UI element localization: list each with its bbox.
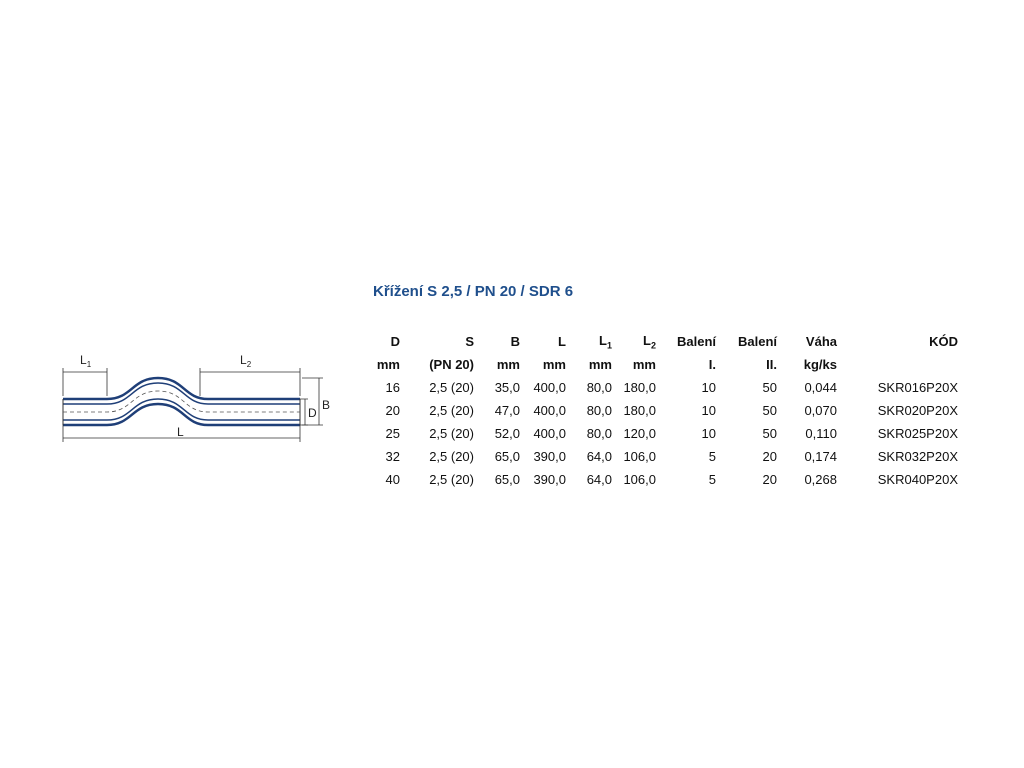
cell-d: 16 [385,380,400,395]
cell-balen1: 5 [708,472,716,487]
d-label: D [308,406,317,420]
cell-kod: SKR016P20X [877,380,958,395]
d-dimension-line [300,399,308,425]
table-row [360,376,958,399]
cell-l2: 106,0 [623,472,656,487]
cell-b: 35,0 [494,380,520,395]
pipe-outer-wall [63,378,300,425]
pipe-centerline [63,391,300,412]
table-row [360,468,958,491]
cell-l: 400,0 [533,403,566,418]
cell-s: 2,5 (20) [429,426,474,441]
cell-balen1: 5 [708,449,716,464]
cell-l: 400,0 [533,380,566,395]
unit-kod [837,353,958,376]
table-row [360,445,958,468]
cell-balen1: 10 [701,403,716,418]
unit-vaha: kg/ks [803,357,837,372]
unit-l: mm [542,357,566,372]
unit-l2: mm [632,357,656,372]
cell-kod: SKR040P20X [877,472,958,487]
table-unit-row [360,353,958,376]
cell-kod: SKR025P20X [877,426,958,441]
unit-l1: mm [588,357,612,372]
cell-l2: 180,0 [623,403,656,418]
product-title: Křížení S 2,5 / PN 20 / SDR 6 [373,283,574,300]
cell-vaha: 0,268 [804,472,837,487]
unit-baleni-1: I. [708,357,716,372]
cell-s: 2,5 (20) [429,472,474,487]
b-label: B [322,398,331,412]
unit-baleni-2: II. [766,357,777,372]
cell-l2: 106,0 [623,449,656,464]
cell-d: 32 [385,449,400,464]
cell-l2: 120,0 [623,426,656,441]
cell-balen2: 20 [762,449,777,464]
cell-b: 65,0 [494,449,520,464]
l-label: L [177,425,184,439]
header-s: S [465,334,474,349]
cell-d: 25 [385,426,400,441]
cell-b: 52,0 [494,426,520,441]
table-row [360,422,958,445]
header-l: L [558,334,566,349]
header-b: B [510,334,520,349]
cell-vaha: 0,070 [804,403,837,418]
unit-s: (PN 20) [429,357,474,372]
header-l1: $L_1$ [599,332,612,351]
cell-l: 390,0 [533,449,566,464]
cell-vaha: 0,110 [805,426,837,441]
l2-dimension-line [200,368,300,396]
cell-balen2: 50 [762,380,777,395]
cell-balen1: 10 [701,380,716,395]
cell-l1: 80,0 [586,403,612,418]
cell-l2: 180,0 [623,380,656,395]
cell-s: 2,5 (20) [429,403,474,418]
cell-kod: SKR032P20X [877,449,958,464]
cell-d: 20 [385,403,400,418]
cell-vaha: 0,044 [804,380,837,395]
header-kod: KÓD [929,334,958,349]
pipe-crossover-drawing [40,340,340,450]
l1-label: $L_1$ [80,353,92,369]
cell-balen2: 50 [762,426,777,441]
cell-balen2: 50 [762,403,777,418]
cell-b: 47,0 [494,403,520,418]
l1-dimension-line [63,368,107,396]
cell-l1: 64,0 [586,472,612,487]
cell-l1: 80,0 [586,426,612,441]
cell-d: 40 [385,472,400,487]
cell-kod: SKR020P20X [877,403,958,418]
cell-l: 400,0 [533,426,566,441]
cell-l1: 80,0 [586,380,612,395]
header-vaha: Váha [805,334,837,349]
spec-table [360,330,958,491]
cell-l: 390,0 [533,472,566,487]
header-baleni-2: Balení [737,334,777,349]
table-header-row [360,330,958,353]
l2-label: $L_2$ [240,353,252,369]
table-row [360,399,958,422]
cell-vaha: 0,174 [804,449,837,464]
header-d: D [390,334,400,349]
unit-d: mm [376,357,400,372]
unit-b: mm [496,357,520,372]
cell-balen1: 10 [701,426,716,441]
cell-l1: 64,0 [586,449,612,464]
cell-balen2: 20 [762,472,777,487]
header-l2: $L_2$ [643,332,656,351]
header-baleni-1: Balení [676,334,716,349]
cell-s: 2,5 (20) [429,449,474,464]
pipe-inner-wall [63,383,300,420]
cell-s: 2,5 (20) [429,380,474,395]
cell-b: 65,0 [494,472,520,487]
